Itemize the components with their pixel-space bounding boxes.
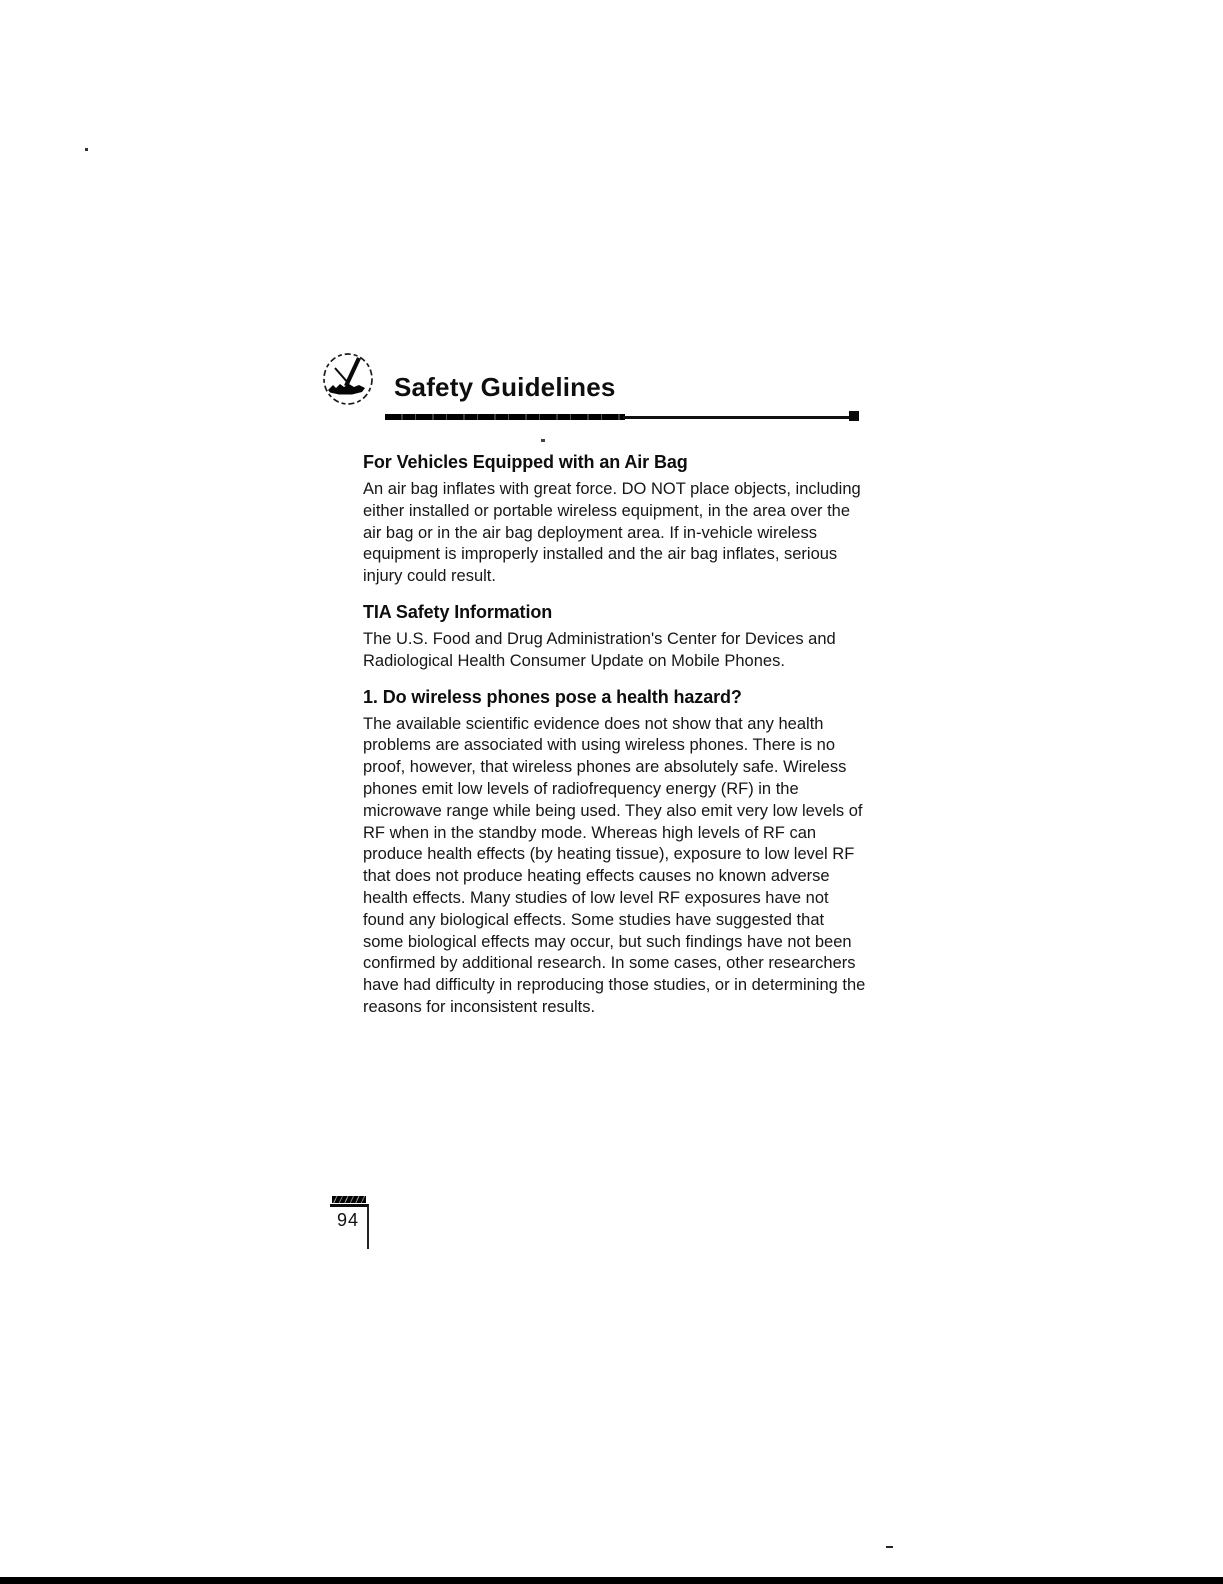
scan-artifact-dot bbox=[85, 148, 88, 151]
scan-artifact-dash bbox=[886, 1546, 893, 1548]
section-body-tia-safety: The U.S. Food and Drug Administration's Center for Devices and Radiological Health Consumer Update on Mobile Phones. bbox=[363, 629, 836, 670]
section-health-hazard bbox=[363, 687, 868, 1019]
header-rule-thin bbox=[623, 416, 850, 419]
header-rule-thick bbox=[385, 414, 625, 420]
safety-sketch-icon bbox=[320, 350, 376, 408]
header-rule-endcap-square bbox=[849, 411, 859, 421]
bottom-scan-bar bbox=[0, 1577, 1223, 1584]
section-heading-air-bag: For Vehicles Equipped with an Air Bag bbox=[363, 452, 688, 472]
scan-artifact-dot bbox=[541, 439, 545, 442]
section-body-air-bag: An air bag inflates with great force. DO NOT place objects, including either installed or portable wireless equipment, in the area over the air bag or in the air bag deployment area. If in-vehicle wireless equipment is improperly installed and the air bag inflates, serious injury could result. bbox=[363, 480, 861, 586]
section-air-bag bbox=[363, 452, 868, 588]
page-tab-stripe-bar bbox=[332, 1196, 366, 1203]
section-heading-health-hazard: 1. Do wireless phones pose a health hazard? bbox=[363, 686, 742, 707]
section-tia-safety bbox=[363, 602, 868, 673]
page-title: Safety Guidelines bbox=[394, 372, 616, 402]
section-body-health-hazard: The available scientific evidence does not show that any health problems are associated with using wireless phones. There is no proof, however, that wireless phones are absolutely safe. Wireless phones emit low levels of radiofrequency energy (RF) in the microwave range while being used. They also emit very low levels of RF when in the standby mode. Whereas high levels of RF can produce health effects (by heating tissue), exposure to low level RF that does not produce heating effects causes no known adverse health effects. Many studies of low level RF exposures have not found any biological effects. Some studies have suggested that some biological effects may occur, but such findings have not been confirmed by additional research. In some cases, other researchers have had difficulty in reproducing those studies, or in determining the reasons for inconsistent results. bbox=[363, 714, 866, 1016]
content-column bbox=[363, 452, 868, 1019]
page-number: 94 bbox=[337, 1210, 360, 1230]
section-heading-tia-safety: TIA Safety Information bbox=[363, 601, 553, 622]
